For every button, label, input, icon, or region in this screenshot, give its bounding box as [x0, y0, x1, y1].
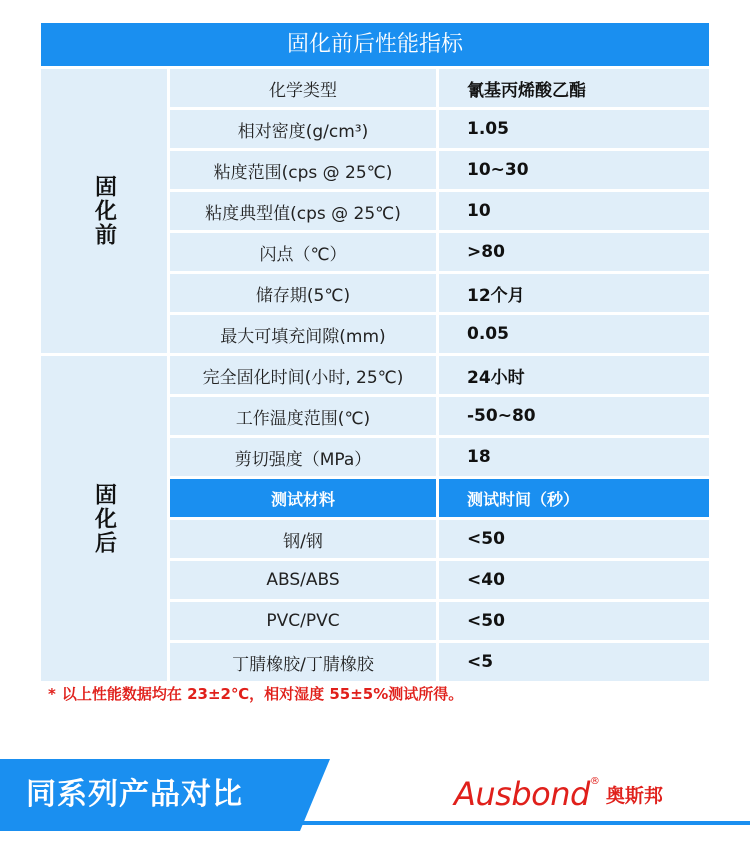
property-value: 24小时: [439, 356, 709, 394]
test-material: 丁腈橡胶/丁腈橡胶: [170, 643, 436, 681]
property-label: 剪切强度（MPa）: [170, 438, 436, 476]
property-label: 粘度典型值(cps @ 25℃): [170, 192, 436, 230]
test-time: <50: [439, 520, 709, 558]
brand-logo: [454, 772, 663, 816]
property-value: 10~30: [439, 151, 709, 189]
property-value: 0.05: [439, 315, 709, 353]
banner-title: 同系列产品对比: [26, 777, 243, 812]
test-time: <5: [439, 643, 709, 681]
group-label-after: [41, 356, 167, 681]
table-row: [170, 233, 709, 271]
property-value: -50~80: [439, 397, 709, 435]
table-row: [170, 561, 709, 599]
table-row: [170, 151, 709, 189]
property-label: 最大可填充间隙(mm): [170, 315, 436, 353]
group-after-curing: [41, 356, 709, 681]
property-value: 氰基丙烯酸乙酯: [439, 69, 709, 107]
table-row: [170, 643, 709, 681]
footnote-text: 以上性能数据均在 23±2℃，相对湿度 55±5%测试所得。: [61, 685, 464, 703]
table-row: [170, 192, 709, 230]
property-value: 1.05: [439, 110, 709, 148]
group-label-after-text: 固化后: [91, 482, 117, 555]
property-value: 18: [439, 438, 709, 476]
group-label-before-text: 固化前: [91, 175, 117, 247]
property-value: 12个月: [439, 274, 709, 312]
group-before-curing: [41, 69, 709, 353]
brand-name-latin: Ausbond: [454, 775, 590, 813]
test-material: 钢/钢: [170, 520, 436, 558]
test-material: PVC/PVC: [170, 602, 436, 640]
test-material-header: 测试材料: [170, 479, 436, 517]
brand-name-chinese: 奥斯邦: [605, 784, 663, 807]
test-material: ABS/ABS: [170, 561, 436, 599]
test-time-header: 测试时间（秒）: [439, 479, 709, 517]
table-row: [170, 356, 709, 394]
test-time: <50: [439, 602, 709, 640]
group-before-rows: [170, 69, 709, 353]
registered-mark: ®: [589, 776, 600, 787]
asterisk-icon: *: [48, 685, 56, 703]
table-row: [170, 520, 709, 558]
property-label: 相对密度(g/cm³): [170, 110, 436, 148]
property-label: 化学类型: [170, 69, 436, 107]
footnote: [48, 683, 463, 704]
property-label: 闪点（℃）: [170, 233, 436, 271]
table-row: [170, 274, 709, 312]
table-row: [170, 397, 709, 435]
table-title: 固化前后性能指标: [41, 23, 709, 66]
property-label: 储存期(5℃): [170, 274, 436, 312]
property-value: >80: [439, 233, 709, 271]
test-time: <40: [439, 561, 709, 599]
table-row: [170, 438, 709, 476]
group-label-before: [41, 69, 167, 353]
table-row: [170, 69, 709, 107]
spec-table: [41, 23, 709, 681]
test-table-header: [170, 479, 709, 517]
banner-underline: [0, 821, 750, 825]
property-label: 完全固化时间(小时, 25℃): [170, 356, 436, 394]
table-row: [170, 110, 709, 148]
property-label: 工作温度范围(℃): [170, 397, 436, 435]
group-after-rows: [170, 356, 709, 681]
table-row: [170, 315, 709, 353]
table-row: [170, 602, 709, 640]
property-label: 粘度范围(cps @ 25℃): [170, 151, 436, 189]
property-value: 10: [439, 192, 709, 230]
